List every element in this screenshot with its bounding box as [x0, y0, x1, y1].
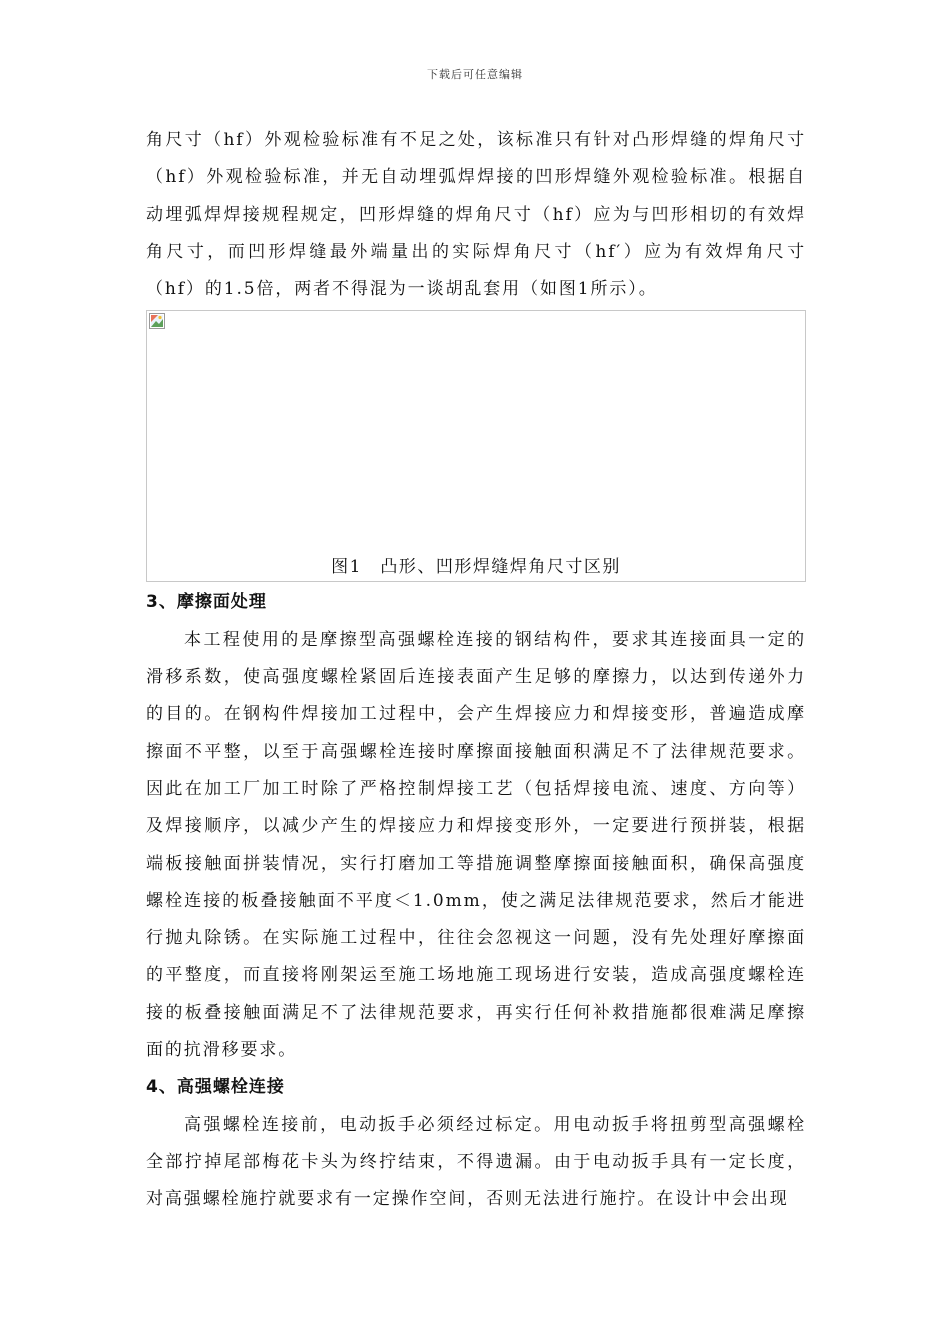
section-4-heading: 4、高强螺栓连接	[146, 1077, 285, 1098]
intro-paragraph: 角尺寸（hf）外观检验标准有不足之处，该标准只有针对凸形焊缝的焊角尺寸（hf）外观检验标准，并无自动埋弧焊焊接的凹形焊缝外观检验标准。根据自动埋弧焊焊接规程规定，凹形焊缝的焊角尺寸（hf）应为与凹形相切的有效焊角尺寸，而凹形焊缝最外端量出的实际焊角尺寸（hf′）应为有效焊角尺寸（hf）的1.5倍，两者不得混为一谈胡乱套用（如图1所示）。	[146, 130, 806, 300]
figure-caption: 图1 凸形、凹形焊缝焊角尺寸区别	[331, 557, 621, 578]
section-4-paragraph: 高强螺栓连接前，电动扳手必须经过标定。用电动扳手将扭剪型高强螺栓全部拧掉尾部梅花卡头为终拧结束，不得遗漏。由于电动扳手具有一定长度，对高强螺栓施拧就要求有一定操作空间，否则无法进行施拧。在设计中会出现	[146, 1114, 806, 1210]
page-header-note: 下载后可任意编辑	[427, 68, 523, 81]
section-3-paragraph: 本工程使用的是摩擦型高强螺栓连接的钢结构件，要求其连接面具一定的滑移系数，使高强度螺栓紧固后连接表面产生足够的摩擦力，以达到传递外力的目的。在钢构件焊接加工过程中，会产生焊接应力和焊接变形，普遍造成摩擦面不平整，以至于高强螺栓连接时摩擦面接触面积满足不了法律规范要求。因此在加工厂加工时除了严格控制焊接工艺（包括焊接电流、速度、方向等）及焊接顺序，以减少产生的焊接应力和焊接变形外，一定要进行预拼装，根据端板接触面拼装情况，实行打磨加工等措施调整摩擦面接触面积，确保高强度螺栓连接的板叠接触面不平度＜1.0mm，使之满足法律规范要求，然后才能进行抛丸除锈。在实际施工过程中，往往会忽视这一问题，没有先处理好摩擦面的平整度，而直接将刚架运至施工场地施工现场进行安装，造成高强度螺栓连接的板叠接触面满足不了法律规范要求，再实行任何补救措施都很难满足摩擦面的抗滑移要求。	[146, 629, 806, 1061]
document-body	[146, 122, 806, 1219]
broken-image-icon	[149, 313, 165, 329]
section-3-heading: 3、摩擦面处理	[146, 592, 267, 613]
figure-1	[146, 310, 806, 582]
